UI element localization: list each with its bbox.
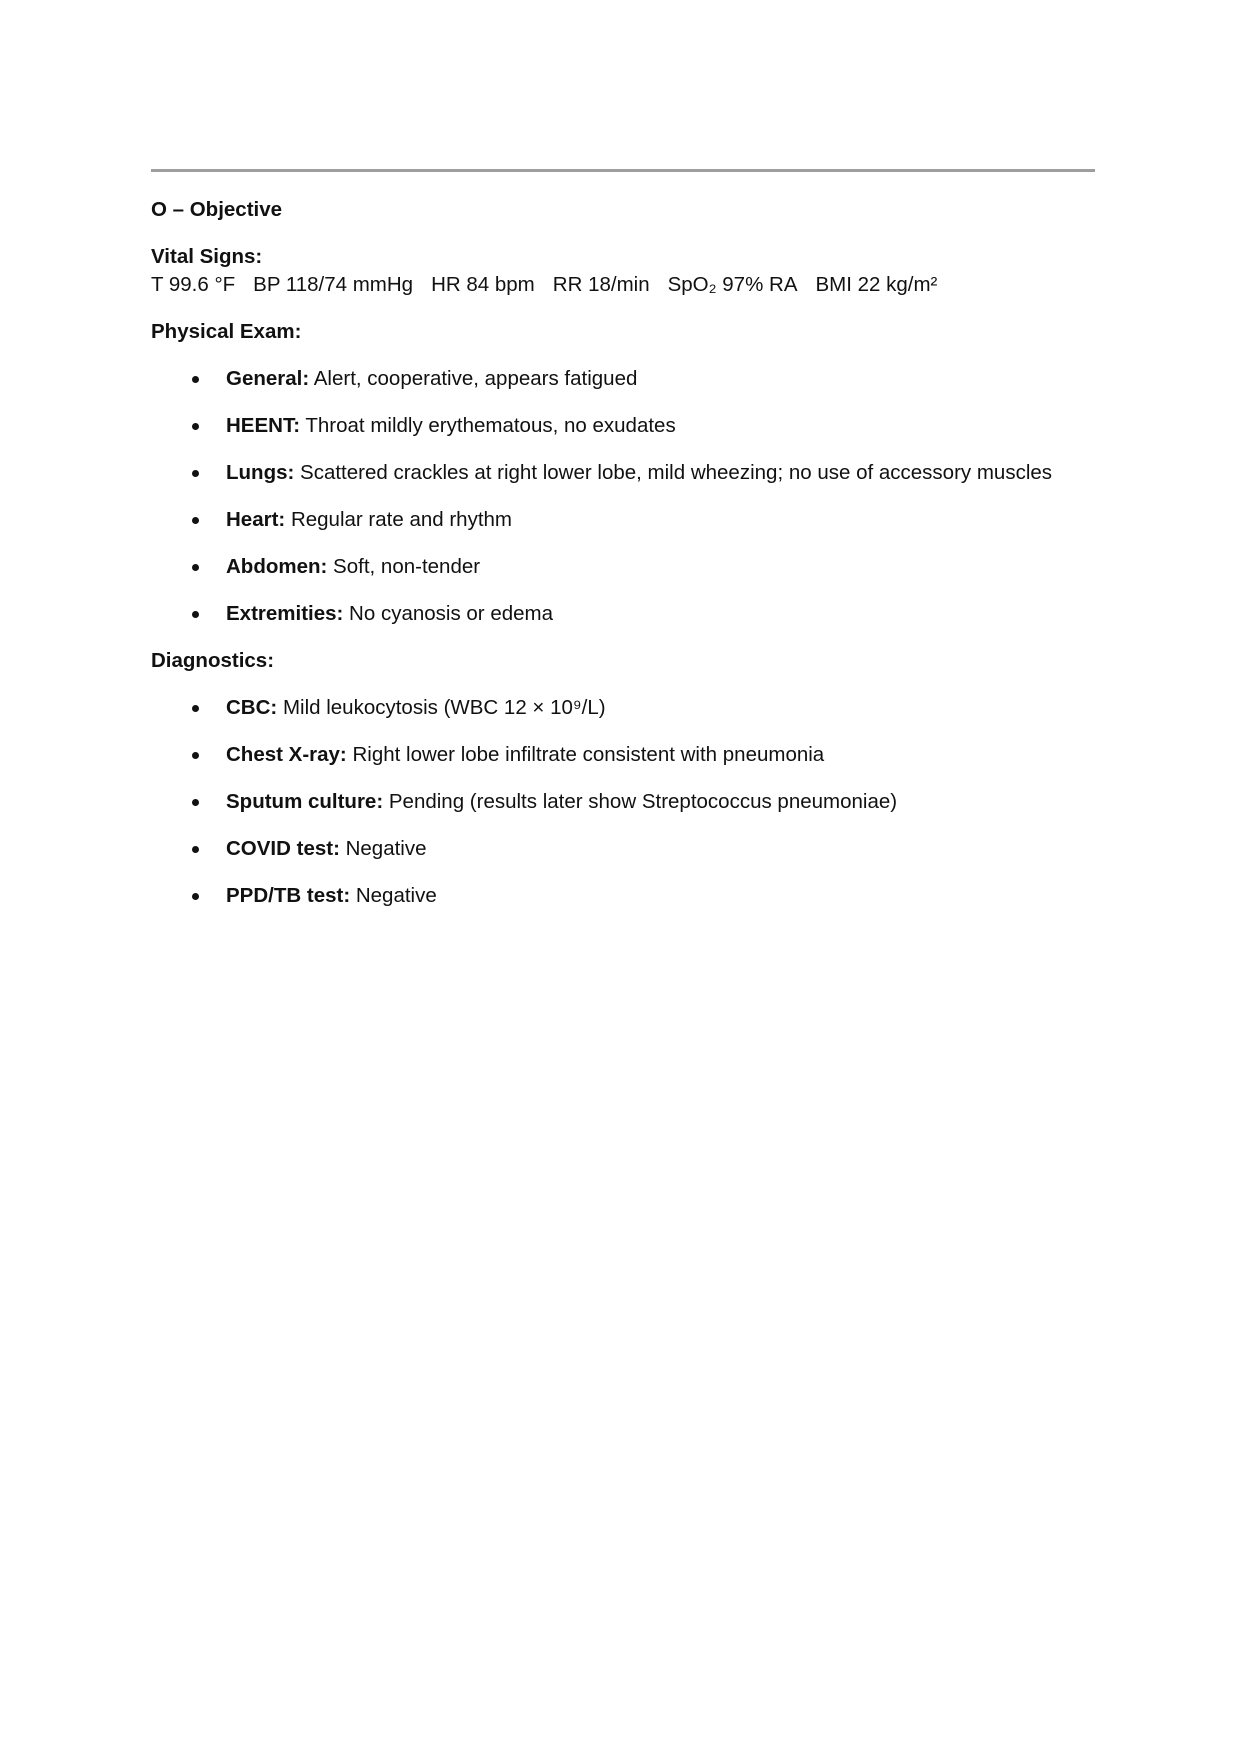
bullet-icon	[192, 517, 199, 524]
list-item	[151, 600, 1111, 628]
list-item	[151, 835, 1111, 863]
vital-spo2: SpO₂ 97% RA	[667, 273, 798, 296]
bullet-icon	[192, 893, 199, 900]
item-text: Mild leukocytosis (WBC 12 × 10⁹/L)	[277, 696, 606, 719]
vital-signs-heading: Vital Signs:	[151, 245, 263, 268]
item-text: Right lower lobe infiltrate consistent with pneumonia	[346, 743, 825, 766]
vital-respiratory-rate: RR 18/min	[552, 273, 650, 296]
physical-exam-list	[151, 365, 1111, 628]
section-title: O – Objective	[151, 198, 283, 221]
vital-signs-line	[151, 271, 1111, 299]
item-label: CBC:	[226, 696, 278, 719]
list-item	[151, 694, 1111, 722]
item-text: No cyanosis or edema	[343, 602, 554, 625]
bullet-icon	[192, 846, 199, 853]
item-text: Soft, non-tender	[327, 555, 481, 578]
bullet-icon	[192, 705, 199, 712]
item-label: Heart:	[226, 508, 286, 531]
vital-heart-rate: HR 84 bpm	[431, 273, 535, 296]
item-label: Chest X-ray:	[226, 743, 347, 766]
item-text: Negative	[350, 884, 437, 907]
item-label: Sputum culture:	[226, 790, 384, 813]
list-item	[151, 788, 1111, 816]
bullet-icon	[192, 611, 199, 618]
list-item	[151, 553, 1111, 581]
vital-temperature: T 99.6 °F	[151, 273, 236, 296]
document-content	[151, 196, 1111, 910]
item-label: Abdomen:	[226, 555, 328, 578]
diagnostics-heading: Diagnostics:	[151, 649, 275, 672]
list-item	[151, 741, 1111, 769]
bullet-icon	[192, 752, 199, 759]
item-text: Pending (results later show Streptococcus pneumoniae)	[383, 790, 898, 813]
list-item	[151, 365, 1111, 393]
item-label: HEENT:	[226, 414, 301, 437]
item-text: Throat mildly erythematous, no exudates	[300, 414, 676, 437]
list-item	[151, 459, 1111, 487]
item-label: COVID test:	[226, 837, 340, 860]
vital-bmi: BMI 22 kg/m²	[815, 273, 938, 296]
item-text: Negative	[339, 837, 427, 860]
bullet-icon	[192, 799, 199, 806]
item-label: Extremities:	[226, 602, 344, 625]
item-label: PPD/TB test:	[226, 884, 351, 907]
item-text: Scattered crackles at right lower lobe, mild wheezing; no use of accessory muscles	[294, 461, 1053, 484]
bullet-icon	[192, 564, 199, 571]
item-label: General:	[226, 367, 310, 390]
list-item	[151, 506, 1111, 534]
list-item	[151, 882, 1111, 910]
physical-exam-heading: Physical Exam:	[151, 320, 302, 343]
item-label: Lungs:	[226, 461, 295, 484]
item-text: Alert, cooperative, appears fatigued	[309, 367, 638, 390]
diagnostics-list	[151, 694, 1111, 910]
horizontal-rule	[151, 169, 1095, 172]
vital-blood-pressure: BP 118/74 mmHg	[253, 273, 414, 296]
bullet-icon	[192, 470, 199, 477]
bullet-icon	[192, 423, 199, 430]
bullet-icon	[192, 376, 199, 383]
item-text: Regular rate and rhythm	[285, 508, 513, 531]
list-item	[151, 412, 1111, 440]
